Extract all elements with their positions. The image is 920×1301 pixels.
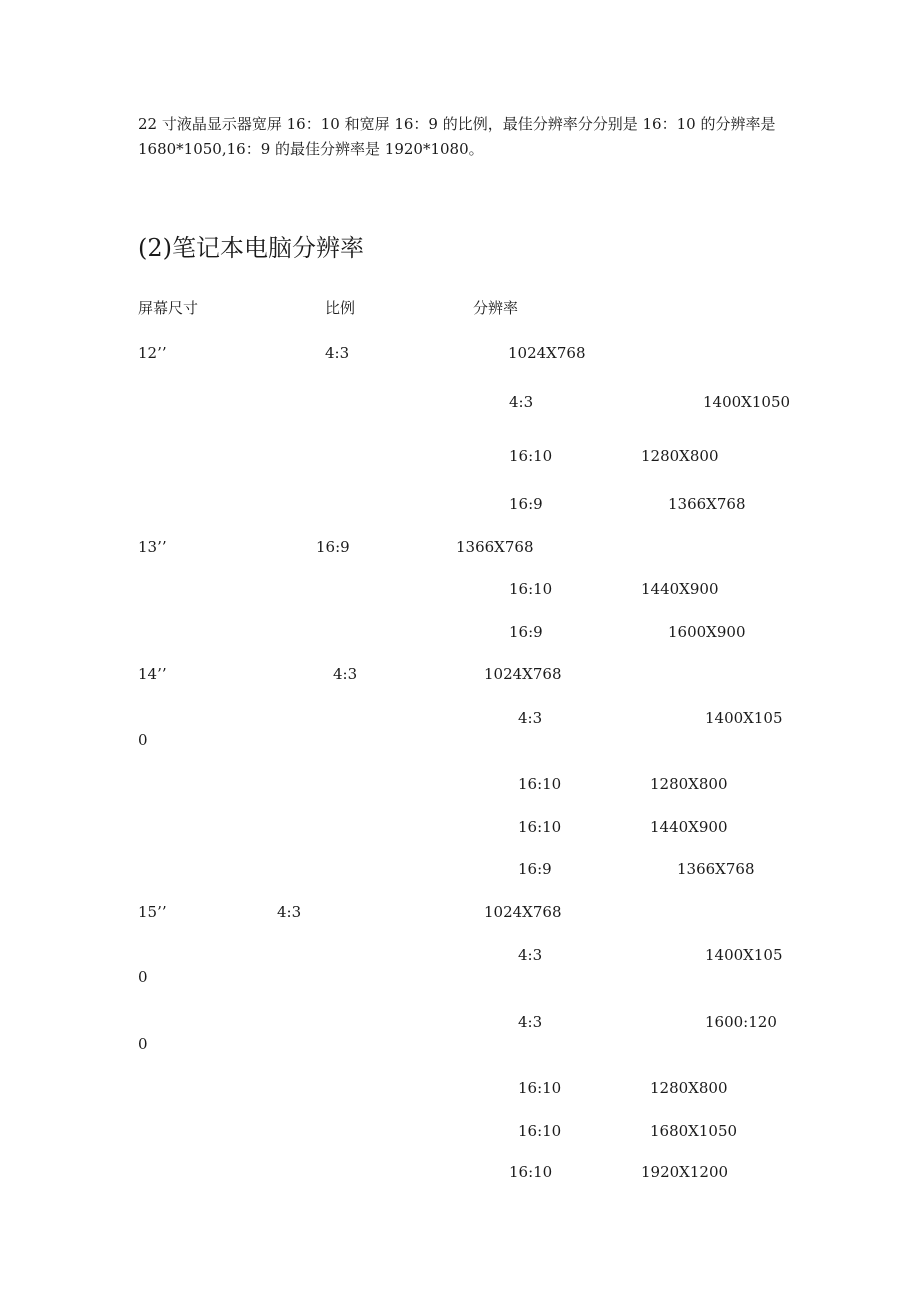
- table-cell-ratio: 16:10: [518, 775, 562, 793]
- header-screen-size: 屏幕尺寸: [138, 299, 199, 317]
- table-cell-resolution: 1280X800: [641, 447, 719, 465]
- table-cell-resolution: 1920X1200: [641, 1163, 729, 1181]
- table-cell-resolution: 1366X768: [668, 495, 746, 513]
- table-cell-ratio: 4:3: [518, 1013, 543, 1031]
- table-cell-ratio: 4:3: [325, 344, 350, 362]
- table-cell-size: 12’’: [138, 344, 167, 362]
- table-cell-ratio: 4:3: [509, 393, 534, 411]
- table-cell-resolution: 1440X900: [650, 818, 728, 836]
- table-cell-resolution: 1680X1050: [650, 1122, 738, 1140]
- table-cell-resolution: 1400X105: [705, 946, 783, 964]
- table-cell-ratio: 16:9: [509, 495, 543, 513]
- table-cell-wrap: 0: [138, 731, 148, 749]
- table-cell-resolution: 1366X768: [677, 860, 755, 878]
- header-resolution: 分辨率: [473, 299, 519, 317]
- section-title: (2)笔记本电脑分辨率: [138, 234, 364, 262]
- table-cell-resolution: 1400X105: [705, 709, 783, 727]
- table-cell-ratio: 16:9: [518, 860, 552, 878]
- table-cell-ratio: 16:10: [509, 580, 553, 598]
- table-cell-resolution: 1440X900: [641, 580, 719, 598]
- table-cell-resolution: 1024X768: [508, 344, 586, 362]
- table-cell-resolution: 1024X768: [484, 903, 562, 921]
- table-cell-ratio: 4:3: [518, 709, 543, 727]
- table-cell-size: 15’’: [138, 903, 167, 921]
- table-cell-ratio: 16:9: [316, 538, 350, 556]
- table-cell-ratio: 16:9: [509, 623, 543, 641]
- intro-paragraph: 22 寸液晶显示器宽屏 16：10 和宽屏 16：9 的比例，最佳分辨率分分别是 16：10 的分辨率是 1680*1050,16：9 的最佳分辨率是 1920*1080。: [138, 115, 776, 158]
- table-cell-resolution: 1600:120: [705, 1013, 777, 1031]
- table-cell-resolution: 1280X800: [650, 1079, 728, 1097]
- table-cell-wrap: 0: [138, 968, 148, 986]
- table-cell-size: 14’’: [138, 665, 167, 683]
- table-cell-resolution: 1366X768: [456, 538, 534, 556]
- table-cell-resolution: 1280X800: [650, 775, 728, 793]
- table-cell-ratio: 16:10: [509, 447, 553, 465]
- table-cell-ratio: 4:3: [277, 903, 302, 921]
- table-cell-ratio: 4:3: [518, 946, 543, 964]
- table-cell-ratio: 4:3: [333, 665, 358, 683]
- table-cell-wrap: 0: [138, 1035, 148, 1053]
- table-cell-resolution: 1024X768: [484, 665, 562, 683]
- table-cell-resolution: 1600X900: [668, 623, 746, 641]
- table-cell-size: 13’’: [138, 538, 167, 556]
- table-cell-ratio: 16:10: [518, 818, 562, 836]
- table-cell-resolution: 1400X1050: [703, 393, 791, 411]
- table-cell-ratio: 16:10: [518, 1122, 562, 1140]
- table-cell-ratio: 16:10: [509, 1163, 553, 1181]
- table-cell-ratio: 16:10: [518, 1079, 562, 1097]
- header-ratio: 比例: [325, 299, 356, 317]
